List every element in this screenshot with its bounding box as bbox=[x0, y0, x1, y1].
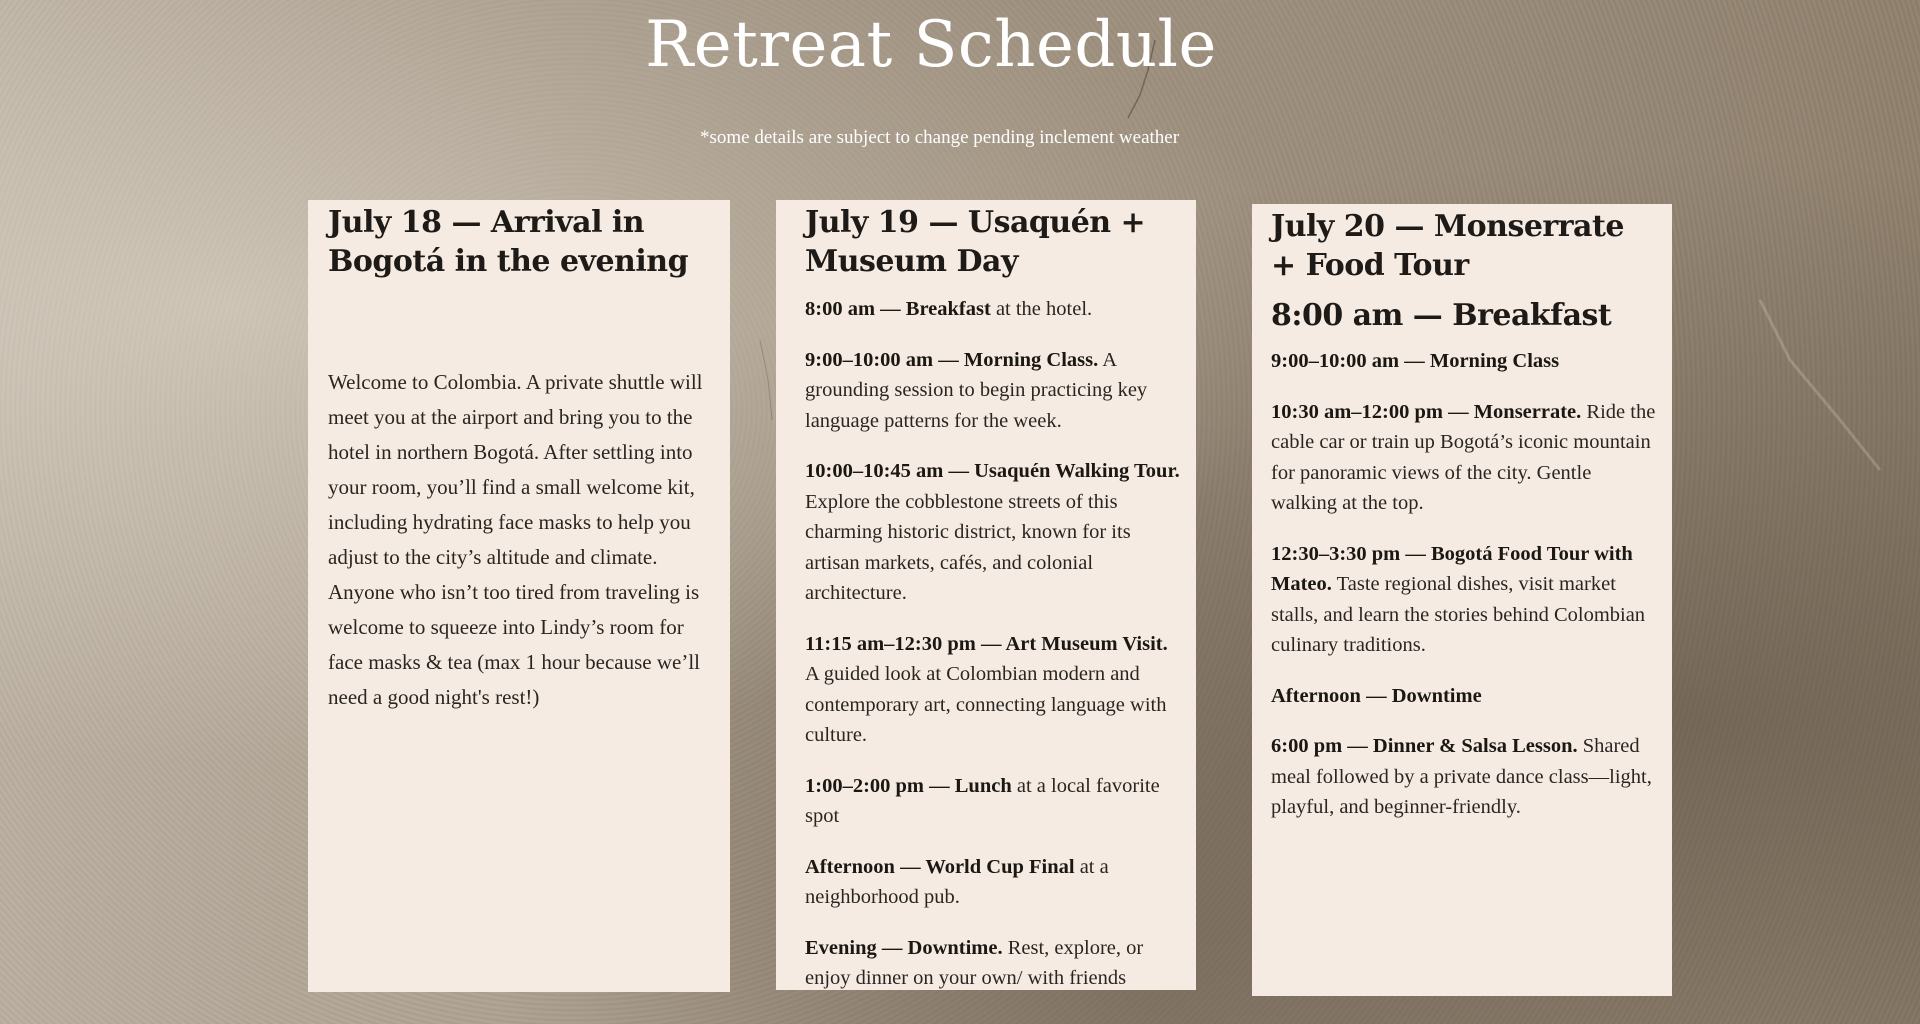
entry-text: at a local favorite spot bbox=[805, 774, 1160, 827]
page-title: Retreat Schedule bbox=[645, 8, 1217, 82]
entry-time: 12:30–3:30 pm — Bogotá Food Tour with Mateo. bbox=[1271, 542, 1633, 595]
entry-time: 8:00 am — Breakfast bbox=[805, 298, 991, 320]
schedule-entry bbox=[805, 933, 1182, 991]
entry-text: A grounding session to begin practicing key language patterns for the week. bbox=[805, 348, 1148, 432]
schedule-list bbox=[1271, 346, 1658, 823]
entry-time: 9:00–10:00 am — Morning Class. bbox=[805, 348, 1099, 371]
schedule-entry bbox=[805, 771, 1182, 832]
schedule-entry bbox=[1271, 346, 1658, 377]
entry-text: Rest, explore, or enjoy dinner on your own/ with friends bbox=[805, 936, 1144, 989]
schedule-entry bbox=[1271, 539, 1658, 661]
schedule-list bbox=[805, 294, 1182, 990]
day-heading: July 19 — Usaquén + Museum Day bbox=[805, 205, 1146, 279]
day-card-july-18 bbox=[308, 200, 730, 992]
entry-text: Explore the cobblestone streets of this charming historic district, known for its artisan markets, cafés, and colonial architecture. bbox=[805, 490, 1131, 604]
entry-time: 9:00–10:00 am — Morning Class bbox=[1271, 350, 1560, 372]
entry-time: Afternoon — Downtime bbox=[1271, 684, 1482, 707]
entry-text: Ride the cable car or train up Bogotá’s iconic mountain for panoramic views of the city. Gentle walking at the top. bbox=[1271, 400, 1656, 514]
entry-time: 6:00 pm — Dinner & Salsa Lesson. bbox=[1271, 735, 1578, 757]
schedule-entry bbox=[1271, 731, 1658, 823]
entry-time: 11:15 am–12:30 pm — Art Museum Visit. bbox=[805, 632, 1168, 655]
schedule-entry bbox=[805, 456, 1182, 609]
schedule-entry bbox=[1271, 397, 1658, 519]
entry-text: at a neighborhood pub. bbox=[805, 855, 1109, 908]
day-card-july-19 bbox=[776, 200, 1196, 990]
schedule-entry bbox=[805, 345, 1182, 437]
entry-time: 1:00–2:00 pm — Lunch bbox=[805, 774, 1012, 797]
entry-time: Afternoon — World Cup Final bbox=[805, 855, 1075, 878]
entry-time: Evening — Downtime. bbox=[805, 936, 1003, 959]
schedule-entry bbox=[805, 294, 1182, 325]
day-heading: July 20 — Monserrate + Food Tour bbox=[1271, 209, 1624, 283]
entry-time: 10:00–10:45 am — Usaquén Walking Tour. bbox=[805, 460, 1180, 482]
entry-time: 10:30 am–12:00 pm — Monserrate. bbox=[1271, 400, 1582, 423]
schedule-entry bbox=[1271, 681, 1658, 712]
entry-text: at the hotel. bbox=[990, 298, 1093, 320]
schedule-entry bbox=[805, 852, 1182, 913]
day-heading: July 18 — Arrival in Bogotá in the evening bbox=[328, 205, 689, 279]
day-description: Welcome to Colombia. A private shuttle will meet you at the airport and bring you to the hotel in northern Bogotá. After settling into your room, you’ll find a small welcome kit, including hydrating face masks to help you adjust to the city’s altitude and climate. Anyone who isn’t too tired from traveling is welcome to squeeze into Lindy’s room for face masks & tea (max 1 hour because we’ll need a good night's rest!) bbox=[328, 370, 703, 709]
entry-text: A guided look at Colombian modern and contemporary art, connecting language with culture. bbox=[805, 663, 1167, 746]
entry-text: Taste regional dishes, visit market stalls, and learn the stories behind Colombian culinary traditions. bbox=[1271, 573, 1646, 656]
day-card-july-20 bbox=[1252, 204, 1672, 996]
day-subheading: 8:00 am — Breakfast bbox=[1271, 298, 1612, 333]
entry-text: Shared meal followed by a private dance class—light, playful, and beginner-friendly. bbox=[1271, 735, 1652, 818]
schedule-entry bbox=[805, 629, 1182, 751]
page-subtitle: *some details are subject to change pending inclement weather bbox=[700, 127, 1180, 148]
